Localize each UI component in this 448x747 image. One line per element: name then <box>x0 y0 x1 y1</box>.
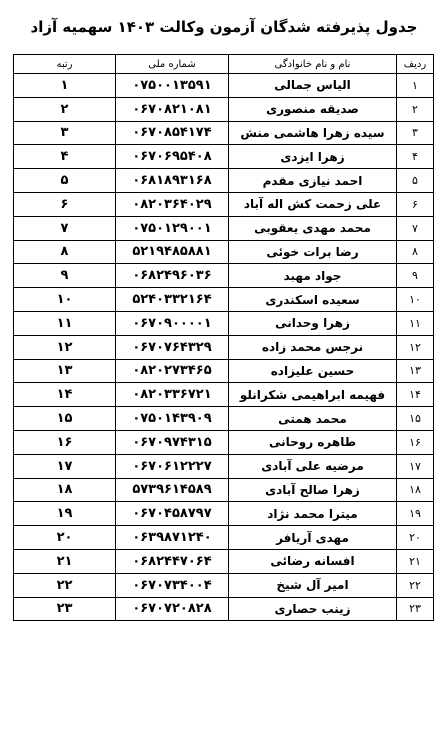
table-row <box>14 97 434 121</box>
row-national-id: ۵۲۴۰۳۳۲۱۶۴ <box>116 288 229 312</box>
table-row <box>14 407 434 431</box>
row-rank: ۲ <box>14 97 116 121</box>
row-index: ۷ <box>397 216 434 240</box>
table-row <box>14 478 434 502</box>
row-rank: ۱۹ <box>14 502 116 526</box>
table-row <box>14 335 434 359</box>
row-rank: ۲۳ <box>14 597 116 621</box>
row-name: زینب حصاری <box>229 597 397 621</box>
row-rank: ۱۳ <box>14 359 116 383</box>
row-rank: ۱۰ <box>14 288 116 312</box>
row-name: نرجس محمد زاده <box>229 335 397 359</box>
row-national-id: ۵۲۱۹۴۸۵۸۸۱ <box>116 240 229 264</box>
row-index: ۳ <box>397 121 434 145</box>
row-name: جواد مهبد <box>229 264 397 288</box>
row-name: محمد همتی <box>229 407 397 431</box>
row-index: ۶ <box>397 192 434 216</box>
row-name: علی زحمت کش اله آباد <box>229 192 397 216</box>
row-index: ۱۶ <box>397 430 434 454</box>
table-row <box>14 454 434 478</box>
table-row <box>14 264 434 288</box>
row-rank: ۱ <box>14 74 116 98</box>
row-rank: ۱۵ <box>14 407 116 431</box>
row-rank: ۷ <box>14 216 116 240</box>
header-rank: رتبه <box>14 55 116 74</box>
table-row <box>14 597 434 621</box>
row-name: سعیده اسکندری <box>229 288 397 312</box>
row-national-id: ۰۶۸۲۴۴۷۰۶۴ <box>116 549 229 573</box>
table-body <box>14 74 434 621</box>
row-national-id: ۵۷۳۹۶۱۴۵۸۹ <box>116 478 229 502</box>
admitted-list-table <box>13 54 434 621</box>
row-rank: ۲۱ <box>14 549 116 573</box>
row-national-id: ۰۷۵۰۱۲۹۰۰۱ <box>116 216 229 240</box>
row-rank: ۱۱ <box>14 311 116 335</box>
row-name: سیده زهرا هاشمی منش <box>229 121 397 145</box>
row-national-id: ۰۶۸۱۸۹۳۱۶۸ <box>116 169 229 193</box>
row-rank: ۴ <box>14 145 116 169</box>
row-national-id: ۰۸۲۰۳۶۴۰۲۹ <box>116 192 229 216</box>
row-rank: ۳ <box>14 121 116 145</box>
row-name: افسانه رضائی <box>229 549 397 573</box>
row-index: ۱۰ <box>397 288 434 312</box>
row-name: طاهره روحانی <box>229 430 397 454</box>
row-index: ۲۰ <box>397 526 434 550</box>
row-national-id: ۰۷۵۰۰۱۳۵۹۱ <box>116 74 229 98</box>
row-index: ۸ <box>397 240 434 264</box>
row-index: ۱۷ <box>397 454 434 478</box>
row-name: زهرا وحدانی <box>229 311 397 335</box>
table-row <box>14 145 434 169</box>
row-national-id: ۰۷۵۰۱۴۳۹۰۹ <box>116 407 229 431</box>
row-name: مرضیه علی آبادی <box>229 454 397 478</box>
row-index: ۱۹ <box>397 502 434 526</box>
row-rank: ۱۷ <box>14 454 116 478</box>
table-row <box>14 74 434 98</box>
row-index: ۴ <box>397 145 434 169</box>
row-national-id: ۰۶۷۰۸۵۴۱۷۴ <box>116 121 229 145</box>
row-index: ۱ <box>397 74 434 98</box>
row-national-id: ۰۸۲۰۲۷۳۴۶۵ <box>116 359 229 383</box>
table-row <box>14 311 434 335</box>
row-name: احمد نیازی مقدم <box>229 169 397 193</box>
table-header-row <box>14 55 434 74</box>
row-national-id: ۰۶۷۰۷۲۰۸۲۸ <box>116 597 229 621</box>
row-index: ۲۲ <box>397 573 434 597</box>
row-index: ۱۸ <box>397 478 434 502</box>
row-national-id: ۰۶۷۰۷۶۴۳۲۹ <box>116 335 229 359</box>
row-index: ۲ <box>397 97 434 121</box>
row-national-id: ۰۶۷۰۷۳۴۰۰۴ <box>116 573 229 597</box>
row-national-id: ۰۶۷۰۸۲۱۰۸۱ <box>116 97 229 121</box>
row-index: ۱۱ <box>397 311 434 335</box>
row-rank: ۲۰ <box>14 526 116 550</box>
table-row <box>14 430 434 454</box>
table-row <box>14 526 434 550</box>
row-index: ۱۲ <box>397 335 434 359</box>
row-name: زهرا ایزدی <box>229 145 397 169</box>
row-national-id: ۰۶۸۲۴۹۶۰۳۶ <box>116 264 229 288</box>
row-rank: ۱۸ <box>14 478 116 502</box>
row-national-id: ۰۶۷۰۴۵۸۷۹۷ <box>116 502 229 526</box>
row-national-id: ۰۶۷۰۹۰۰۰۰۱ <box>116 311 229 335</box>
table-row <box>14 502 434 526</box>
row-name: مهدی آریافر <box>229 526 397 550</box>
row-name: رضا برات خوئی <box>229 240 397 264</box>
row-rank: ۱۲ <box>14 335 116 359</box>
row-name: زهرا صالح آبادی <box>229 478 397 502</box>
row-rank: ۹ <box>14 264 116 288</box>
row-index: ۱۵ <box>397 407 434 431</box>
row-index: ۱۴ <box>397 383 434 407</box>
row-national-id: ۰۶۷۰۶۱۲۲۲۷ <box>116 454 229 478</box>
row-index: ۲۳ <box>397 597 434 621</box>
row-rank: ۶ <box>14 192 116 216</box>
header-index: ردیف <box>397 55 434 74</box>
row-national-id: ۰۶۷۰۶۹۵۴۰۸ <box>116 145 229 169</box>
row-name: محمد مهدی یعقوبی <box>229 216 397 240</box>
table-row <box>14 359 434 383</box>
row-national-id: ۰۸۲۰۳۳۶۷۲۱ <box>116 383 229 407</box>
header-name: نام و نام خانوادگی <box>229 55 397 74</box>
table-row <box>14 288 434 312</box>
row-index: ۹ <box>397 264 434 288</box>
row-name: میترا محمد نژاد <box>229 502 397 526</box>
table-row <box>14 216 434 240</box>
row-index: ۵ <box>397 169 434 193</box>
table-row <box>14 121 434 145</box>
row-rank: ۵ <box>14 169 116 193</box>
table-row <box>14 383 434 407</box>
page-title: جدول پذیرفته شدگان آزمون وکالت ۱۴۰۳ سهمیه آزاد <box>30 18 418 36</box>
row-index: ۲۱ <box>397 549 434 573</box>
table-row <box>14 192 434 216</box>
row-national-id: ۰۶۷۰۹۷۴۳۱۵ <box>116 430 229 454</box>
row-rank: ۱۶ <box>14 430 116 454</box>
row-name: فهیمه ابراهیمی شکرانلو <box>229 383 397 407</box>
row-rank: ۲۲ <box>14 573 116 597</box>
table-row <box>14 573 434 597</box>
row-name: امیر آل شیخ <box>229 573 397 597</box>
header-national-id: شماره ملی <box>116 55 229 74</box>
row-name: الیاس جمالی <box>229 74 397 98</box>
row-index: ۱۳ <box>397 359 434 383</box>
table-row <box>14 549 434 573</box>
row-name: صدیقه منصوری <box>229 97 397 121</box>
row-rank: ۱۴ <box>14 383 116 407</box>
row-name: حسین علیزاده <box>229 359 397 383</box>
table-row <box>14 240 434 264</box>
row-national-id: ۰۶۳۹۸۷۱۲۴۰ <box>116 526 229 550</box>
table-row <box>14 169 434 193</box>
row-rank: ۸ <box>14 240 116 264</box>
